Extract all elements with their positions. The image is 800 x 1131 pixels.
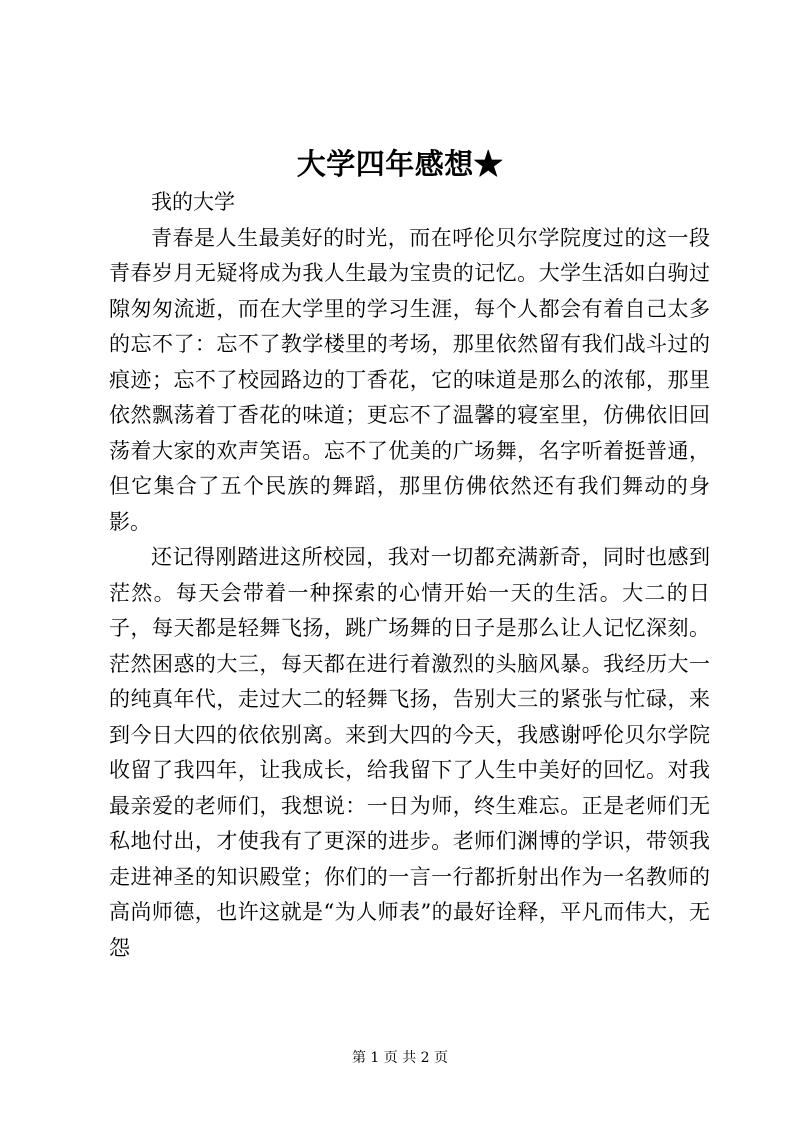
paragraph: 青春是人生最美好的时光，而在呼伦贝尔学院度过的这一段青春岁月无疑将成为我人生最为宝贵的记忆。大学生活如白驹过隙匆匆流逝，而在大学里的学习生涯，每个人都会有着自己太多的忘不了：忘不了教学楼里的考场，那里依然留有我们战斗过的痕迹；忘不了校园路边的丁香花，它的味道是那么的浓郁，那里依然飘荡着丁香花的味道；更忘不了温馨的寝室里，仿佛依旧回荡着大家的欢声笑语。忘不了优美的广场舞，名字听着挺普通，但它集合了五个民族的舞蹈，那里仿佛依然还有我们舞动的身影。 <box>109 225 710 534</box>
document-title: 大学四年感想★ <box>296 147 504 181</box>
page-number-footer: 第 1 页 共 2 页 <box>351 1050 449 1066</box>
document-body <box>109 185 710 966</box>
paragraph-heading: 我的大学 <box>151 190 235 214</box>
paragraph: 还记得刚踏进这所校园，我对一切都充满新奇，同时也感到茫然。每天会带着一种探索的心情开始一天的生活。大二的日子，每天都是轻舞飞扬，跳广场舞的日子是那么让人记忆深刻。茫然困惑的大三，每天都在进行着激烈的头脑风暴。我经历大一的纯真年代，走过大二的轻舞飞扬，告别大三的紧张与忙碌，来到今日大四的依依别离。来到大四的今天，我感谢呼伦贝尔学院收留了我四年，让我成长，给我留下了人生中美好的回忆。对我最亲爱的老师们，我想说：一日为师，终生难忘。正是老师们无私地付出，才使我有了更深的进步。老师们渊博的学识，带领我走进神圣的知识殿堂；你们的一言一行都折射出作为一名教师的高尚师德，也许这就是“为人师表”的最好诠释，平凡而伟大，无怨 <box>109 545 710 960</box>
